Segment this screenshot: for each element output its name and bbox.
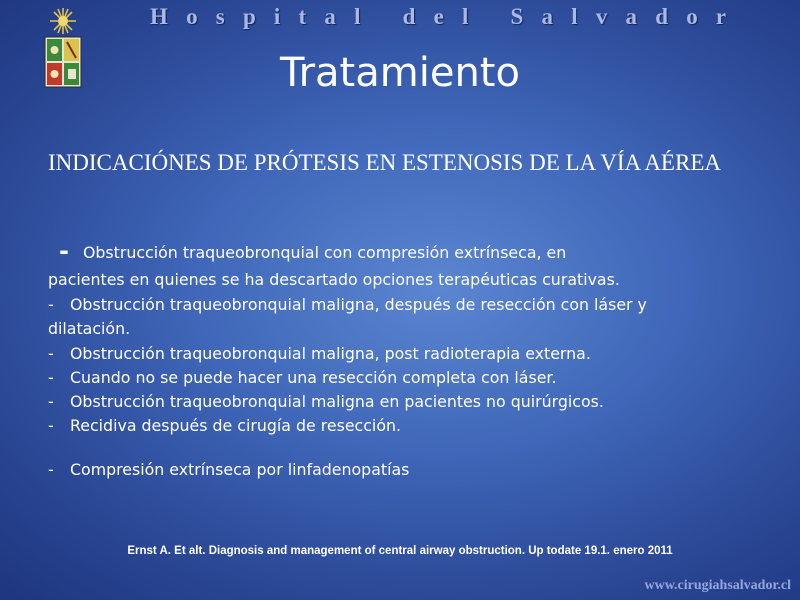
list-item-text: Obstrucción traqueobronquial maligna, post radioterapia externa. — [70, 344, 591, 363]
website-url: www.cirugiahsalvador.cl — [644, 578, 791, 593]
list-item-continuation: dilatación. — [48, 319, 131, 338]
list-item — [48, 295, 647, 314]
list-item-text: Obstrucción traqueobronquial maligna en pacientes no quirúrgicos. — [70, 392, 604, 411]
list-item-text: Cuando no se puede hacer una resección completa con láser. — [70, 368, 557, 387]
list-item — [48, 368, 557, 387]
bullet-marker: - — [48, 295, 54, 314]
bullet-marker: - — [48, 392, 54, 411]
list-item-text: Recidiva después de cirugía de resección. — [70, 416, 402, 435]
bullet-marker: - — [48, 416, 54, 435]
citation: Ernst A. Et alt. Diagnosis and management of central airway obstruction. Up todate 19.1. enero 2011 — [127, 545, 673, 557]
list-item — [48, 344, 591, 363]
bullet-marker: - — [59, 237, 69, 265]
list-item-text: Compresión extrínseca por linfadenopatías — [70, 460, 410, 479]
list-item-text: Obstrucción traqueobronquial con compresión extrínseca, en — [82, 243, 567, 262]
section-heading: INDICACIÓNES DE PRÓTESIS EN ESTENOSIS DE LA VÍA AÉREA — [48, 150, 721, 175]
list-item — [48, 416, 401, 435]
list-item-text: Obstrucción traqueobronquial maligna, después de resección con láser y — [70, 295, 647, 314]
bullet-marker: - — [48, 344, 54, 363]
list-item-continuation: pacientes en quienes se ha descartado opciones terapéuticas curativas. — [48, 270, 620, 289]
slide-title: Tratamiento — [280, 50, 520, 96]
list-item — [48, 460, 409, 479]
institution-name: Hospital del Salvador — [150, 4, 745, 29]
bullet-marker: - — [48, 368, 54, 387]
list-item — [48, 236, 566, 264]
bullet-marker: - — [48, 460, 54, 479]
list-item — [48, 392, 604, 411]
